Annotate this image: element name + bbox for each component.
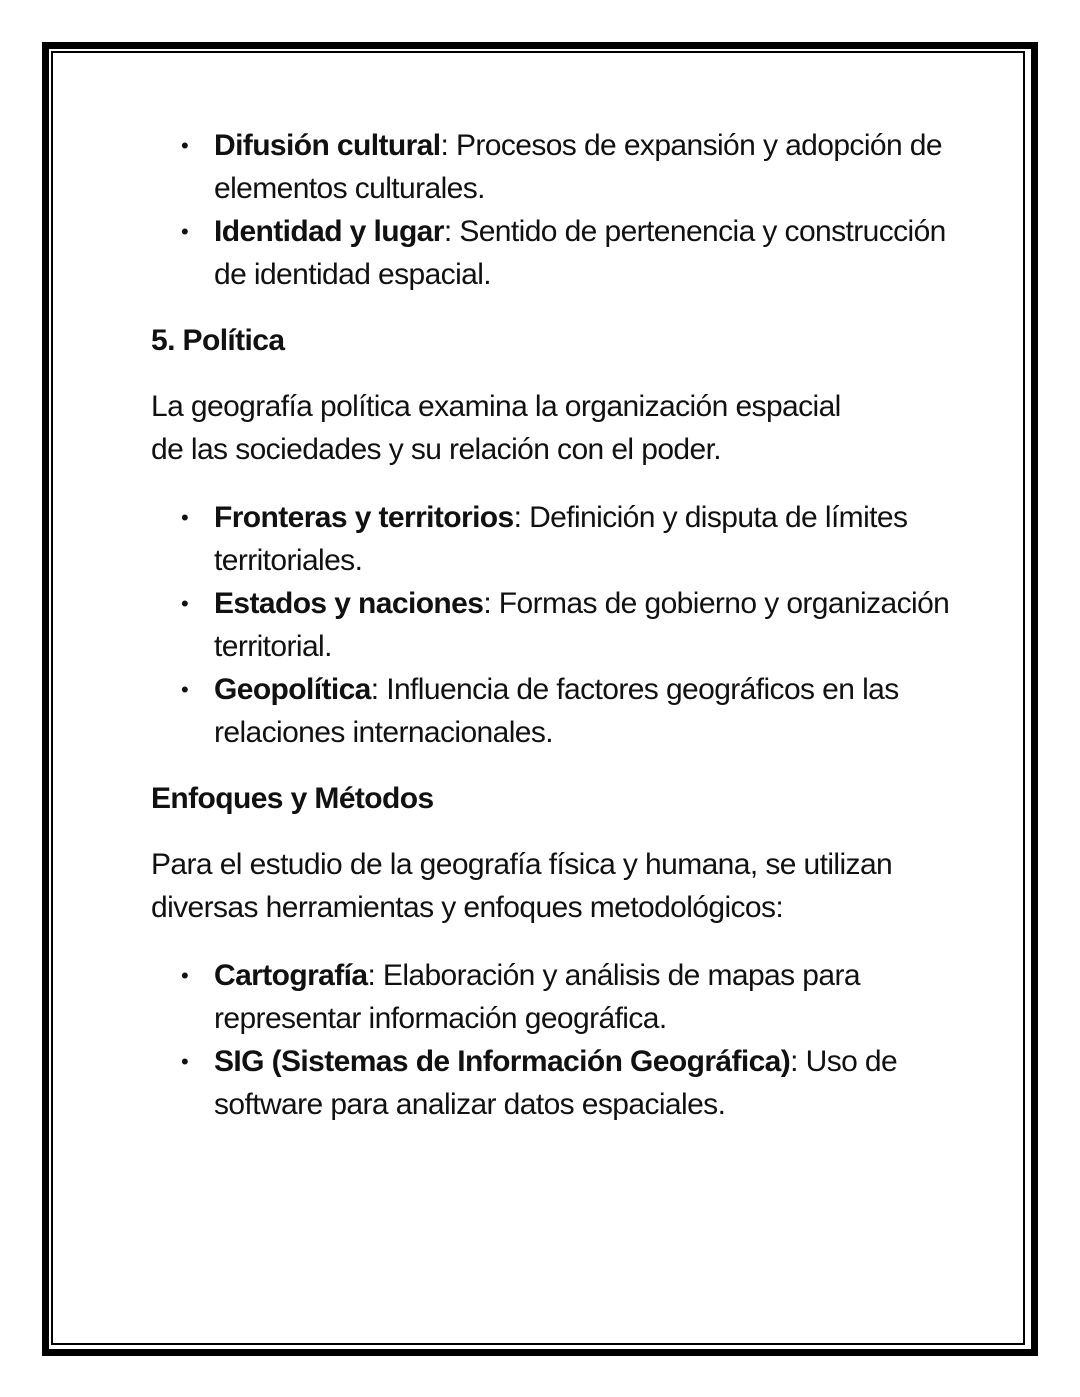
list-item-text: : Formas de gobierno y organización territorial. bbox=[214, 587, 950, 663]
document-content bbox=[151, 124, 951, 1126]
culture-list bbox=[151, 124, 951, 296]
politica-list bbox=[151, 496, 951, 754]
list-item-text: : Uso de software para analizar datos espaciales. bbox=[214, 1045, 898, 1121]
section-paragraph-metodos: Para el estudio de la geografía física y humana, se utilizan diversas herramientas y enfoques metodológicos: bbox=[151, 848, 893, 924]
section-heading-metodos: Enfoques y Métodos bbox=[151, 782, 434, 815]
metodos-list bbox=[151, 954, 951, 1126]
list-item-term: Estados y naciones bbox=[214, 587, 484, 620]
list-item-text: : Definición y disputa de límites territoriales. bbox=[214, 501, 908, 577]
section-heading-politica: 5. Política bbox=[151, 324, 285, 357]
list-item bbox=[151, 210, 951, 296]
list-item-text: : Influencia de factores geográficos en las relaciones internacionales. bbox=[214, 673, 899, 749]
list-item-term: Cartografía bbox=[214, 959, 368, 992]
list-item bbox=[151, 668, 951, 754]
list-item bbox=[151, 124, 951, 210]
list-item-text: : Procesos de expansión y adopción de elementos culturales. bbox=[214, 129, 942, 205]
list-item-term: SIG (Sistemas de Información Geográfica) bbox=[214, 1045, 791, 1078]
list-item-term: Identidad y lugar bbox=[214, 215, 444, 248]
list-item-term: Geopolítica bbox=[214, 673, 371, 706]
list-item bbox=[151, 1040, 951, 1126]
list-item bbox=[151, 582, 951, 668]
list-item bbox=[151, 954, 951, 1040]
list-item-term: Fronteras y territorios bbox=[214, 501, 514, 534]
section-paragraph-politica: La geografía política examina la organización espacial de las sociedades y su relación con el poder. bbox=[151, 390, 841, 466]
list-item-term: Difusión cultural bbox=[214, 129, 441, 162]
list-item-text: : Sentido de pertenencia y construcción de identidad espacial. bbox=[214, 215, 946, 291]
list-item-text: : Elaboración y análisis de mapas para representar información geográfica. bbox=[214, 959, 860, 1035]
list-item bbox=[151, 496, 951, 582]
